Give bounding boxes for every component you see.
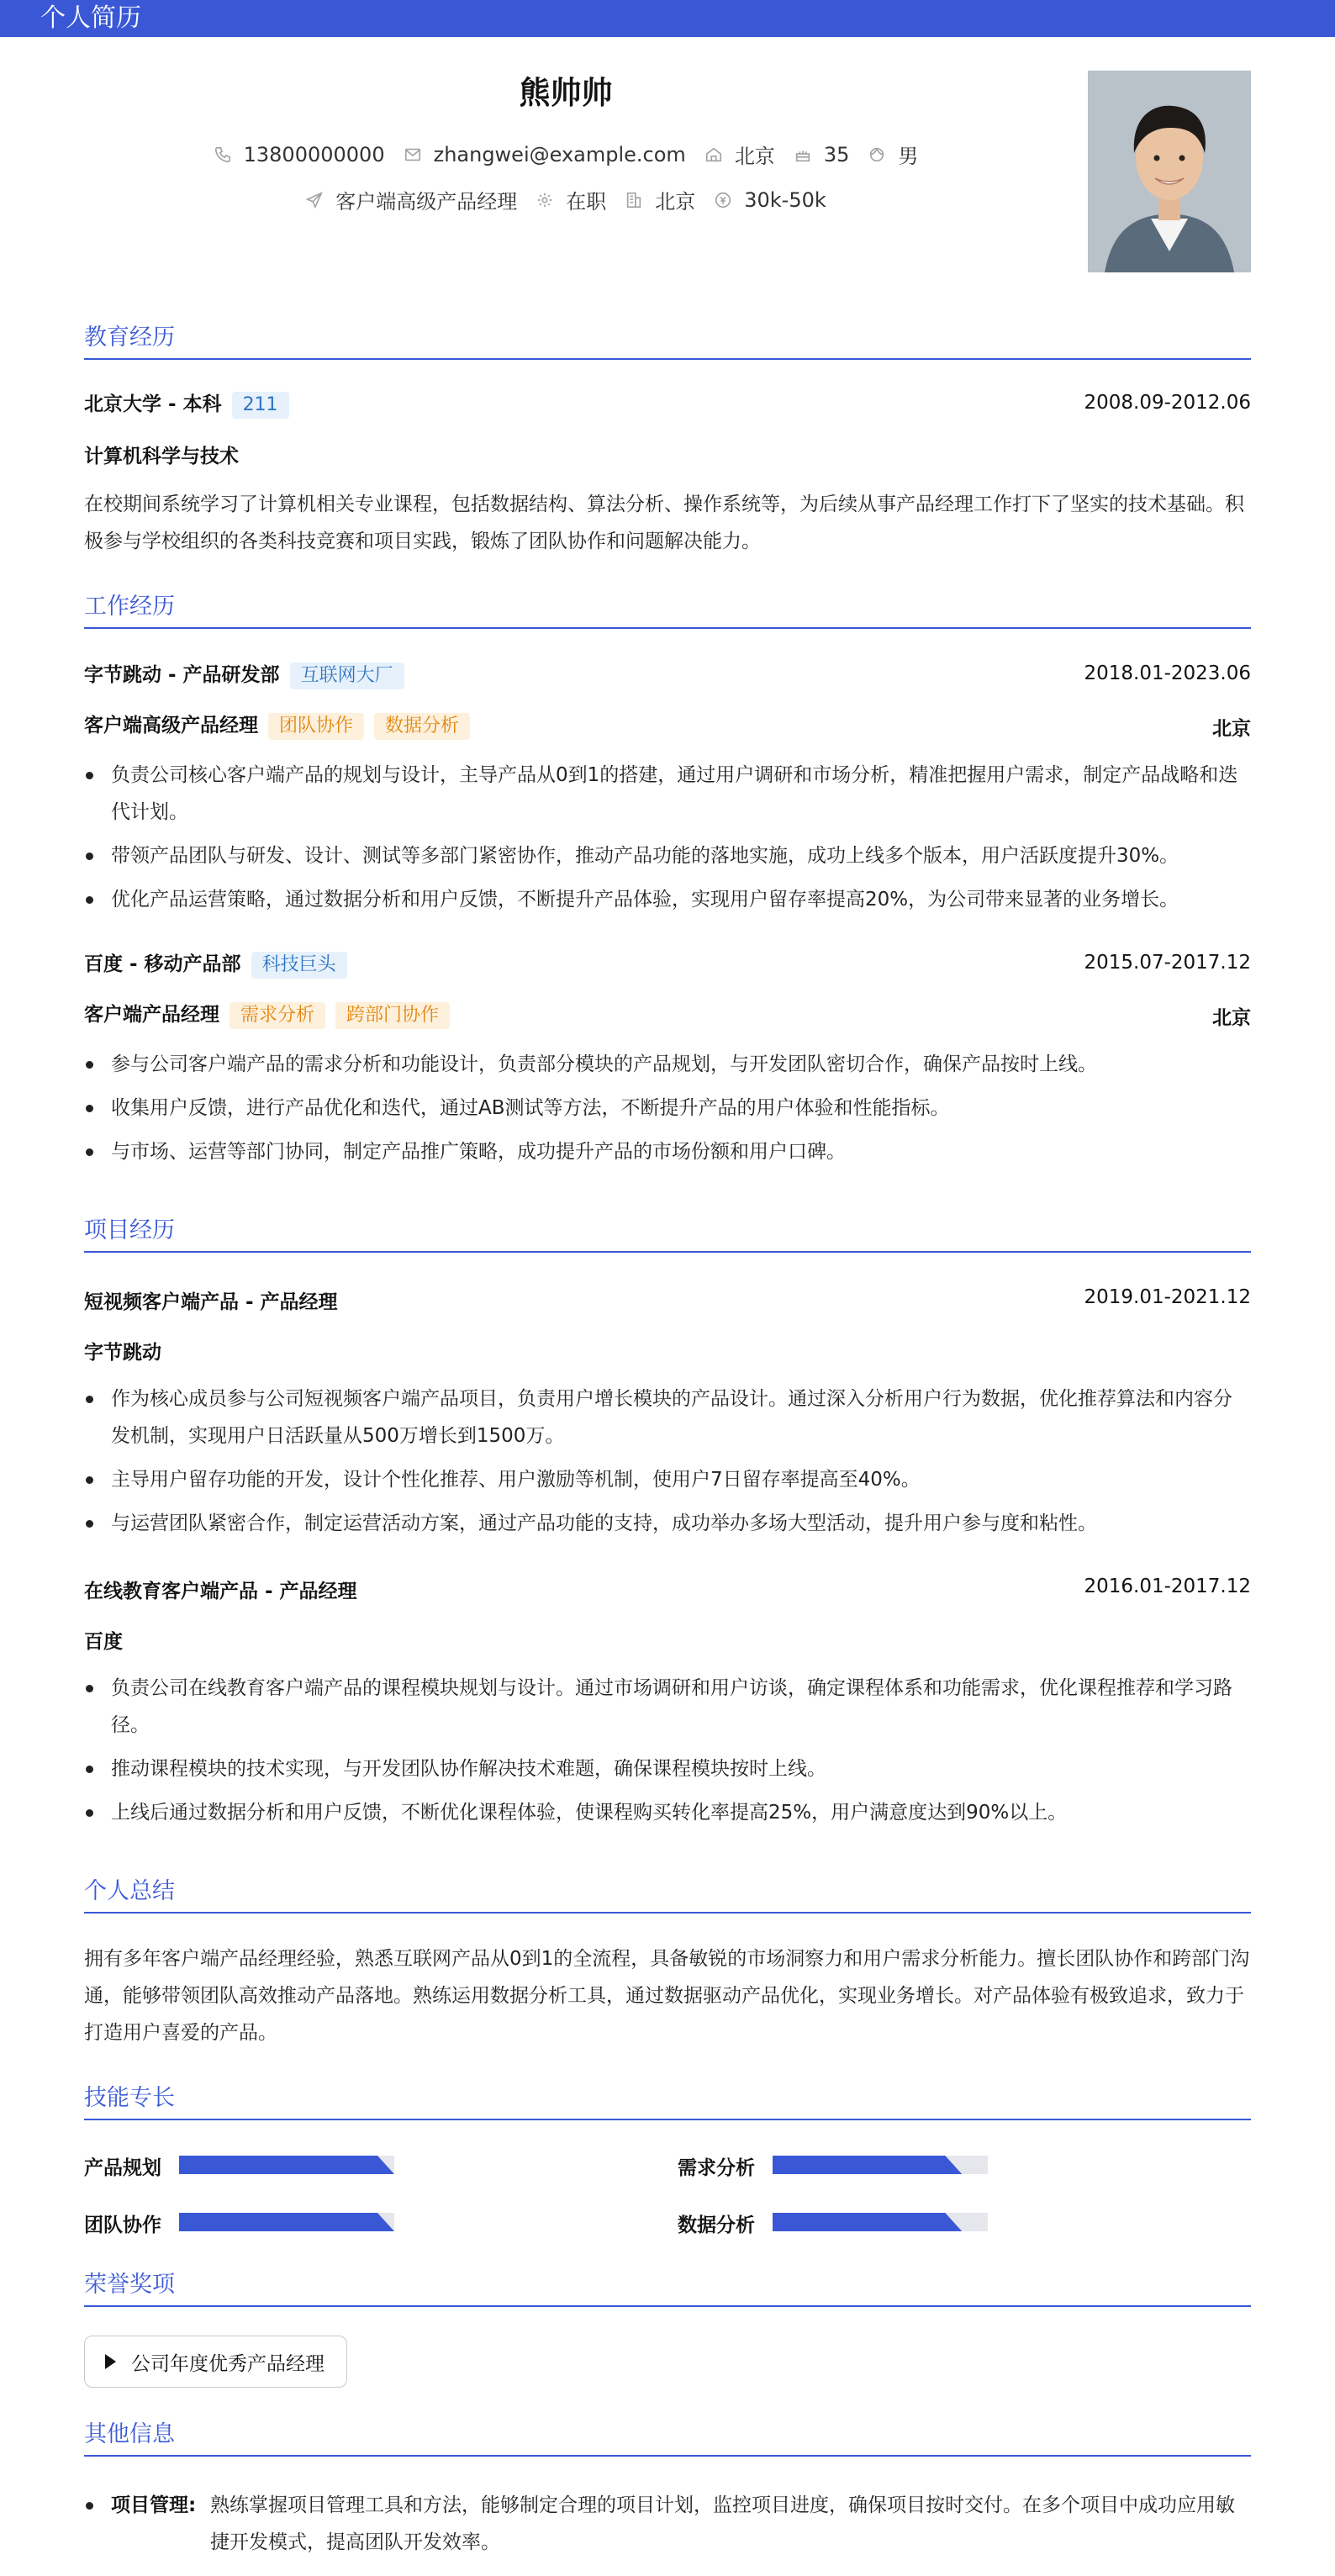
job-intent-row bbox=[0, 185, 1132, 214]
job-city: 北京 bbox=[1212, 1007, 1251, 1029]
list-item: 负责公司在线教育客户端产品的课程模块规划与设计。通过市场调研和用户访谈，确定课程体系和功能需求，优化课程推荐和学习路径。 bbox=[84, 1670, 1251, 1744]
section-title: 其他信息 bbox=[84, 2421, 175, 2447]
city-value: 北京 bbox=[655, 190, 696, 214]
skill-name: 需求分析 bbox=[678, 2157, 755, 2179]
salary-item bbox=[714, 188, 826, 212]
summary-section-header bbox=[84, 1877, 1251, 1914]
skill-bar-fill bbox=[773, 2213, 962, 2231]
list-item: 上线后通过数据分析和用户反馈，不断优化课程体验，使课程购买转化率提高25%，用户满意度达到90%以上。 bbox=[84, 1794, 1251, 1831]
other-item bbox=[84, 2487, 1251, 2561]
other-text: 熟练掌握项目管理工具和方法，能够制定合理的项目计划，监控项目进度，确保项目按时交付。在多个项目中成功应用敏捷开发模式，提高团队开发效率。 bbox=[210, 2494, 1235, 2553]
project-company: 字节跳动 bbox=[84, 1342, 161, 1364]
play-icon bbox=[105, 2354, 116, 2369]
list-item: 收集用户反馈，进行产品优化和迭代，通过AB测试等方法，不断提升产品的用户体验和性能指标。 bbox=[84, 1090, 1251, 1127]
job-company: 百度 - 移动产品部 bbox=[84, 953, 241, 975]
job-period: 2018.01-2023.06 bbox=[1084, 662, 1251, 684]
section-title: 个人总结 bbox=[84, 1878, 175, 1904]
job-role: 客户端产品经理 bbox=[84, 1004, 219, 1026]
list-item: 作为核心成员参与公司短视频客户端产品项目，负责用户增长模块的产品设计。通过深入分析用户行为数据，优化推荐算法和内容分发机制，实现用户日活跃量从500万增长到1500万。 bbox=[84, 1380, 1251, 1454]
gender-icon bbox=[868, 145, 886, 164]
skill-bar-fill bbox=[179, 2213, 394, 2231]
job-period: 2015.07-2017.12 bbox=[1084, 952, 1251, 974]
skill-bar-fill bbox=[773, 2156, 962, 2174]
list-item: 带领产品团队与研发、设计、测试等多部门紧密协作，推动产品功能的落地实施，成功上线多个版本，用户活跃度提升30%。 bbox=[84, 837, 1251, 874]
age-value: 35 bbox=[823, 142, 850, 166]
edu-school: 北京大学 - 本科 bbox=[84, 393, 222, 415]
education-section-header bbox=[84, 323, 1251, 360]
section-title: 荣誉奖项 bbox=[84, 2272, 175, 2298]
section-title: 教育经历 bbox=[84, 325, 175, 351]
phone-value: 13800000000 bbox=[243, 142, 385, 166]
phone-item bbox=[214, 143, 385, 166]
gender-item bbox=[868, 140, 918, 169]
status-item bbox=[536, 185, 606, 214]
edu-period: 2008.09-2012.06 bbox=[1084, 392, 1251, 414]
skill-name: 产品规划 bbox=[84, 2157, 161, 2179]
list-item: 优化产品运营策略，通过数据分析和用户反馈，不断提升产品体验，实现用户留存率提高20%，为公司带来显著的业务增长。 bbox=[84, 881, 1251, 918]
skill-name: 数据分析 bbox=[678, 2214, 755, 2236]
position-value: 客户端高级产品经理 bbox=[335, 190, 518, 214]
edu-major: 计算机科学与技术 bbox=[84, 446, 239, 467]
projects-section-header bbox=[84, 1216, 1251, 1253]
job-company: 字节跳动 - 产品研发部 bbox=[84, 664, 280, 686]
job-role-line bbox=[84, 999, 450, 1029]
section-title: 工作经历 bbox=[84, 594, 175, 620]
age-item bbox=[794, 143, 850, 166]
other-section-header bbox=[84, 2420, 1251, 2457]
section-title: 项目经历 bbox=[84, 1217, 175, 1243]
position-item bbox=[305, 185, 517, 214]
other-label: 项目管理: bbox=[111, 2494, 197, 2516]
job-role-line bbox=[84, 710, 470, 740]
skill-tag: 数据分析 bbox=[374, 713, 470, 740]
avatar bbox=[1088, 71, 1251, 272]
skills-section-header bbox=[84, 2083, 1251, 2120]
list-item: 参与公司客户端产品的需求分析和功能设计，负责部分模块的产品规划，与开发团队密切合作，确保产品按时上线。 bbox=[84, 1046, 1251, 1083]
home-icon bbox=[704, 145, 723, 164]
edu-description: 在校期间系统学习了计算机相关专业课程，包括数据结构、算法分析、操作系统等，为后续从事产品经理工作打下了坚实的技术基础。积极参与学校组织的各类科技竞赛和项目实践，锻炼了团队协作和问题解决能力。 bbox=[84, 494, 1244, 552]
company-tag: 互联网大厂 bbox=[290, 662, 404, 689]
contact-row bbox=[0, 140, 1132, 169]
send-icon bbox=[305, 191, 324, 209]
skill-bar bbox=[773, 2213, 988, 2231]
skill-bar bbox=[179, 2156, 394, 2174]
skill-bar-fill bbox=[179, 2156, 394, 2174]
project-company: 百度 bbox=[84, 1631, 123, 1653]
project-name: 在线教育客户端产品 - 产品经理 bbox=[84, 1581, 357, 1602]
salary-value: 30k-50k bbox=[744, 187, 826, 212]
awards-section-header bbox=[84, 2270, 1251, 2307]
page-title: 个人简历 bbox=[40, 3, 141, 33]
job-city: 北京 bbox=[1212, 718, 1251, 740]
list-item: 负责公司核心客户端产品的规划与设计，主导产品从0到1的搭建，通过用户调研和市场分析，精准把握用户需求，制定产品战略和迭代计划。 bbox=[84, 757, 1251, 831]
list-item: 主导用户留存功能的开发，设计个性化推荐、用户激励等机制，使用户7日留存率提高至40%。 bbox=[84, 1461, 1251, 1498]
skill-tag: 跨部门协作 bbox=[335, 1002, 450, 1029]
company-tag: 科技巨头 bbox=[251, 952, 347, 979]
work-section-header bbox=[84, 592, 1251, 629]
email-value: zhangwei@example.com bbox=[433, 142, 686, 166]
edu-school-line bbox=[84, 388, 289, 419]
status-icon bbox=[536, 191, 554, 209]
header-bar bbox=[0, 0, 1335, 37]
email-item bbox=[404, 143, 686, 166]
candidate-name: 熊帅帅 bbox=[519, 75, 613, 111]
location-item bbox=[704, 140, 775, 169]
award-label: 公司年度优秀产品经理 bbox=[131, 2352, 325, 2375]
award-item[interactable] bbox=[84, 2336, 347, 2388]
phone-icon bbox=[214, 145, 232, 164]
section-title: 技能专长 bbox=[84, 2085, 175, 2111]
job-company-line bbox=[84, 659, 404, 689]
skill-bar bbox=[773, 2156, 988, 2174]
location-value: 北京 bbox=[734, 145, 775, 168]
skill-name: 团队协作 bbox=[84, 2214, 161, 2236]
skill-tag: 团队协作 bbox=[268, 713, 364, 740]
skill-bar bbox=[179, 2213, 394, 2231]
edu-tag: 211 bbox=[232, 392, 289, 419]
project-period: 2019.01-2021.12 bbox=[1084, 1286, 1251, 1308]
project-name: 短视频客户端产品 - 产品经理 bbox=[84, 1291, 338, 1313]
job-role: 客户端高级产品经理 bbox=[84, 715, 258, 736]
age-icon bbox=[794, 145, 812, 164]
bullet-dot bbox=[86, 2502, 93, 2510]
salary-icon bbox=[714, 191, 732, 209]
gender-value: 男 bbox=[898, 145, 919, 168]
summary-text: 拥有多年客户端产品经理经验，熟悉互联网产品从0到1的全流程，具备敏锐的市场洞察力和用户需求分析能力。擅长团队协作和跨部门沟通，能够带领团队高效推动产品落地。熟练运用数据分析工具，通过数据驱动产品优化，实现业务增长。对产品体验有极致追求，致力于打造用户喜爱的产品。 bbox=[84, 1948, 1250, 2044]
city-item bbox=[625, 185, 695, 214]
mail-icon bbox=[404, 145, 422, 164]
status-value: 在职 bbox=[566, 190, 607, 214]
list-item: 与市场、运营等部门协同，制定产品推广策略，成功提升产品的市场份额和用户口碑。 bbox=[84, 1133, 1251, 1170]
list-item: 推动课程模块的技术实现，与开发团队协作解决技术难题，确保课程模块按时上线。 bbox=[84, 1750, 1251, 1787]
building-icon bbox=[625, 191, 643, 209]
skill-tag: 需求分析 bbox=[230, 1002, 325, 1029]
project-period: 2016.01-2017.12 bbox=[1084, 1576, 1251, 1597]
list-item: 与运营团队紧密合作，制定运营活动方案，通过产品功能的支持，成功举办多场大型活动，提升用户参与度和粘性。 bbox=[84, 1505, 1251, 1542]
job-company-line bbox=[84, 948, 347, 979]
